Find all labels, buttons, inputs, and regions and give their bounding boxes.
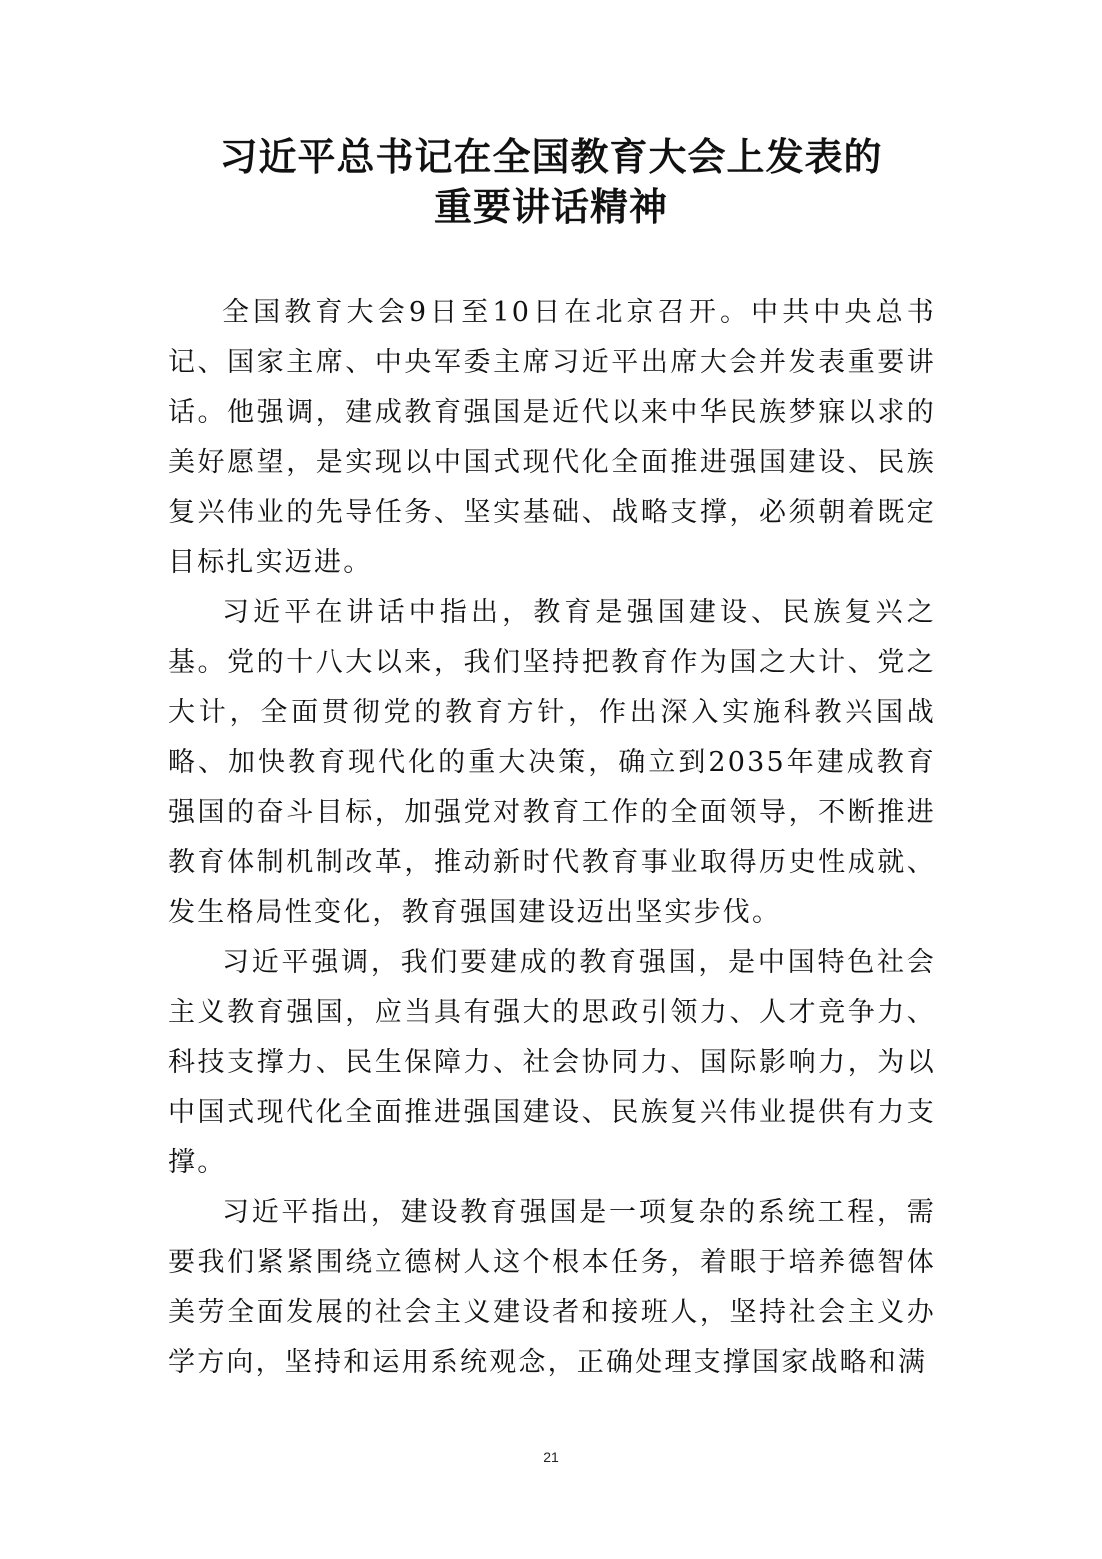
- title-line-2: 重要讲话精神: [433, 184, 668, 229]
- document-body: [168, 288, 936, 1388]
- paragraph-2: 习近平在讲话中指出，教育是强国建设、民族复兴之基。党的十八大以来，我们坚持把教育作为国之大计、党之大计，全面贯彻党的教育方针，作出深入实施科教兴国战略、加快教育现代化的重大决策，确立到2035年建成教育强国的奋斗目标，加强党对教育工作的全面领导，不断推进教育体制机制改革，推动新时代教育事业取得历史性成就、发生格局性变化，教育强国建设迈出坚实步伐。: [168, 597, 936, 928]
- document-title: [0, 132, 1102, 232]
- paragraph-3: 习近平强调，我们要建成的教育强国，是中国特色社会主义教育强国，应当具有强大的思政引领力、人才竞争力、科技支撑力、民生保障力、社会协同力、国际影响力，为以中国式现代化全面推进强国建设、民族复兴伟业提供有力支撑。: [168, 947, 936, 1178]
- paragraph-1: 全国教育大会9日至10日在北京召开。中共中央总书记、国家主席、中央军委主席习近平出席大会并发表重要讲话。他强调，建成教育强国是近代以来中华民族梦寐以求的美好愿望，是实现以中国式现代化全面推进强国建设、民族复兴伟业的先导任务、坚实基础、战略支撑，必须朝着既定目标扎实迈进。: [168, 297, 936, 578]
- title-line-1: 习近平总书记在全国教育大会上发表的: [219, 134, 883, 179]
- paragraph-4: 习近平指出，建设教育强国是一项复杂的系统工程，需要我们紧紧围绕立德树人这个根本任务，着眼于培养德智体美劳全面发展的社会主义建设者和接班人，坚持社会主义办学方向，坚持和运用系统观念，正确处理支撑国家战略和满: [168, 1197, 936, 1378]
- page-number: 21: [543, 1449, 559, 1465]
